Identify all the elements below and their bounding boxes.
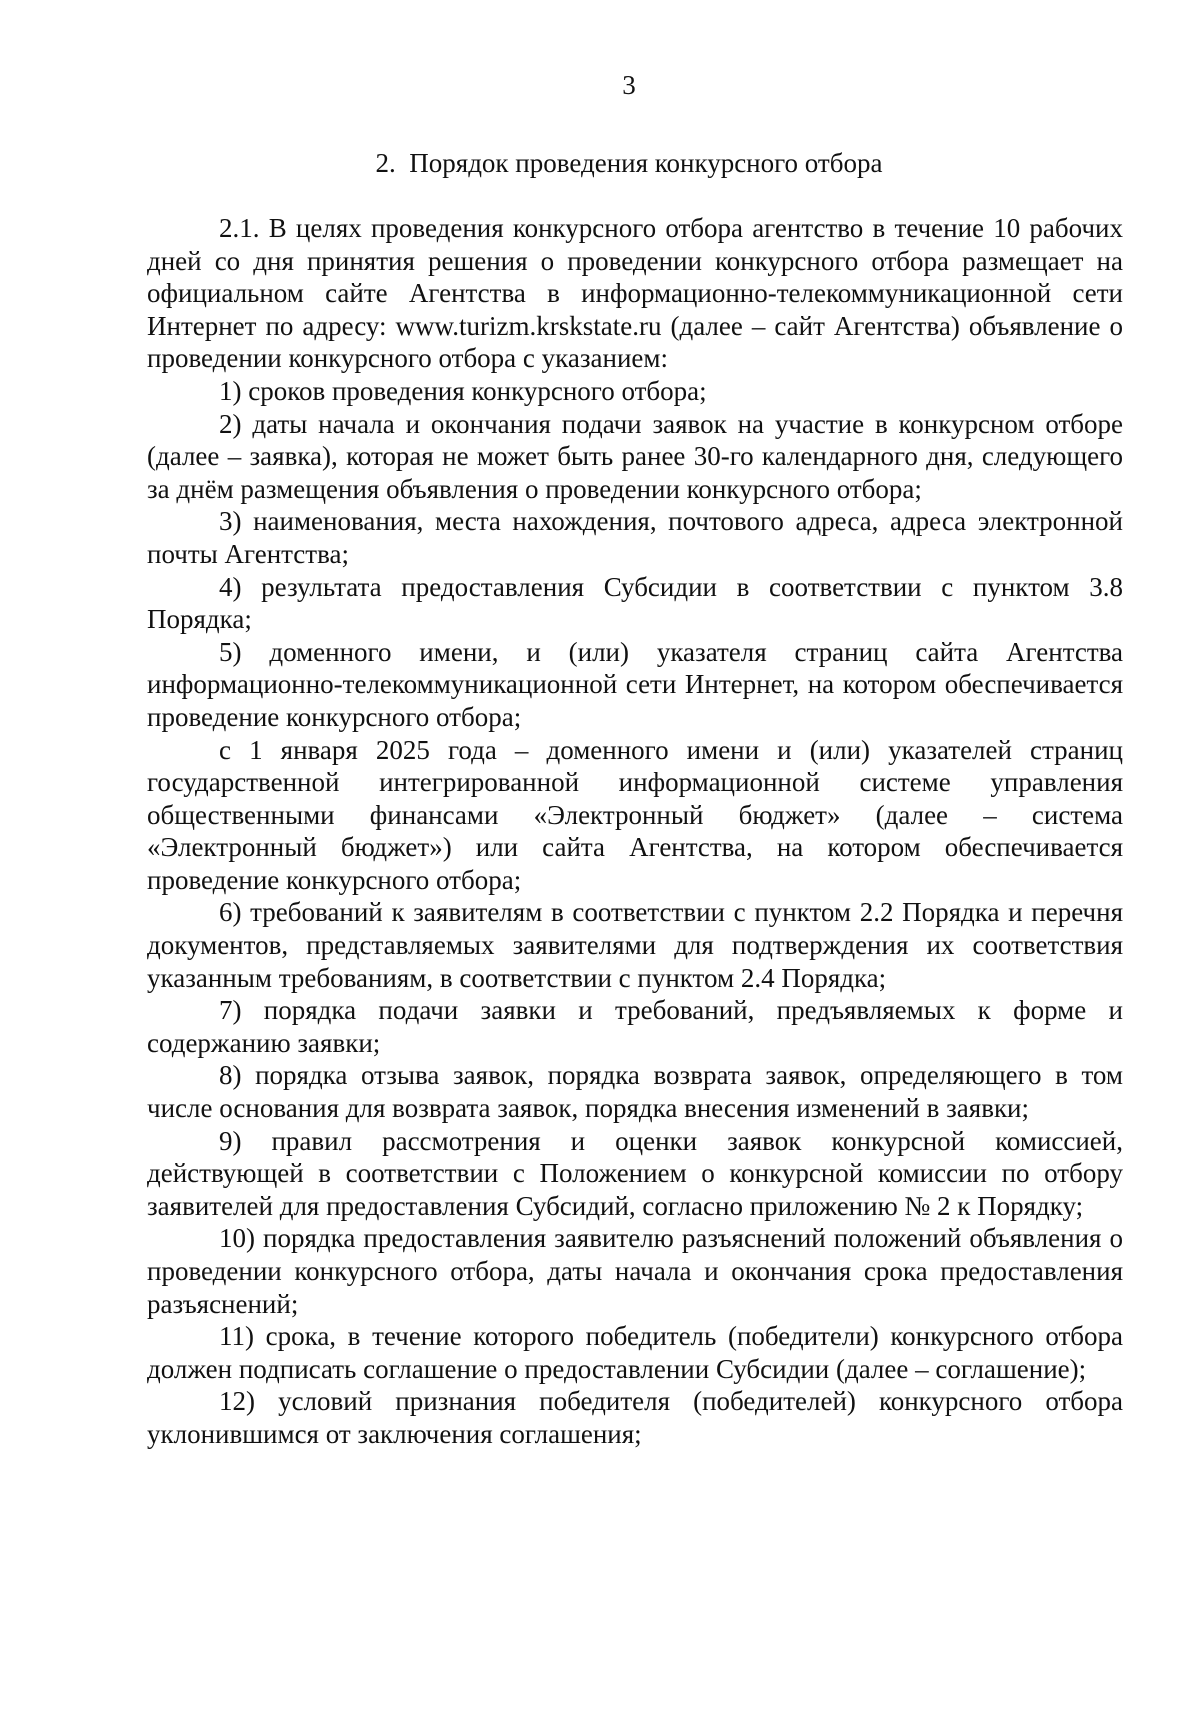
section-title: 2. Порядок проведения конкурсного отбора — [375, 148, 883, 178]
list-item-5-addendum: с 1 января 2025 года – доменного имени и (или) указателей страниц государственной интегрированной информационной системе управления общественными финансами «Электронный бюджет» (далее – система «Электронный бюджет») или сайта Агентства, на котором обеспечивается проведение конкурсного отбора; — [147, 734, 1123, 895]
list-item-7: 7) порядка подачи заявки и требований, предъявляемых к форме и содержанию заявки; — [147, 995, 1123, 1058]
page-number: 3 — [622, 70, 636, 100]
list-item-8: 8) порядка отзыва заявок, порядка возврата заявок, определяющего в том числе основания для возврата заявок, порядка внесения изменений в заявки; — [147, 1060, 1123, 1124]
list-item-11: 11) срока, в течение которого победитель (победители) конкурсного отбора должен подписать соглашение о предоставлении Субсидии (далее – соглашение); — [147, 1321, 1123, 1384]
list-item-1: 1) сроков проведения конкурсного отбора; — [219, 375, 707, 406]
list-item-10: 10) порядка предоставления заявителю разъяснений положений объявления о проведении конкурсного отбора, даты начала и окончания срока предоставления разъяснений; — [147, 1223, 1123, 1319]
list-item-5: 5) доменного имени, и (или) указателя страниц сайта Агентства информационно-телекоммуникационной сети Интернет, на котором обеспечивается проведение конкурсного отбора; — [147, 636, 1123, 732]
list-item-6: 6) требований к заявителям в соответствии с пунктом 2.2 Порядка и перечня документов, представляемых заявителями для подтверждения их соответствия указанным требованиям, в соответствии с пунктом 2.4 Порядка; — [147, 897, 1123, 993]
list-item-3: 3) наименования, места нахождения, почтового адреса, адреса электронной почты Агентства; — [147, 506, 1123, 569]
document-body — [147, 212, 1123, 1451]
list-item-12: 12) условий признания победителя (победителей) конкурсного отбора уклонившимся от заключения соглашения; — [147, 1386, 1123, 1449]
list-item-9: 9) правил рассмотрения и оценки заявок конкурсной комиссией, действующей в соответствии с Положением о конкурсной комиссии по отбору заявителей для предоставления Субсидий, согласно приложению № 2 к Порядку; — [147, 1125, 1123, 1221]
list-item-4: 4) результата предоставления Субсидии в соответствии с пунктом 3.8 Порядка; — [147, 571, 1123, 635]
list-item-2: 2) даты начала и окончания подачи заявок на участие в конкурсном отборе (далее – заявка), которая не может быть ранее 30-го календарного дня, следующего за днём размещения объявления о проведении конкурсного отбора; — [147, 408, 1123, 504]
paragraph-2-1: 2.1. В целях проведения конкурсного отбора агентство в течение 10 рабочих дней со дня принятия решения о проведении конкурсного отбора размещает на официальном сайте Агентства в информационно-телекоммуникационной сети Интернет по адресу: www.turizm.krskstate.ru (далее – сайт Агентства) объявление о проведении конкурсного отбора с указанием: — [147, 213, 1123, 374]
